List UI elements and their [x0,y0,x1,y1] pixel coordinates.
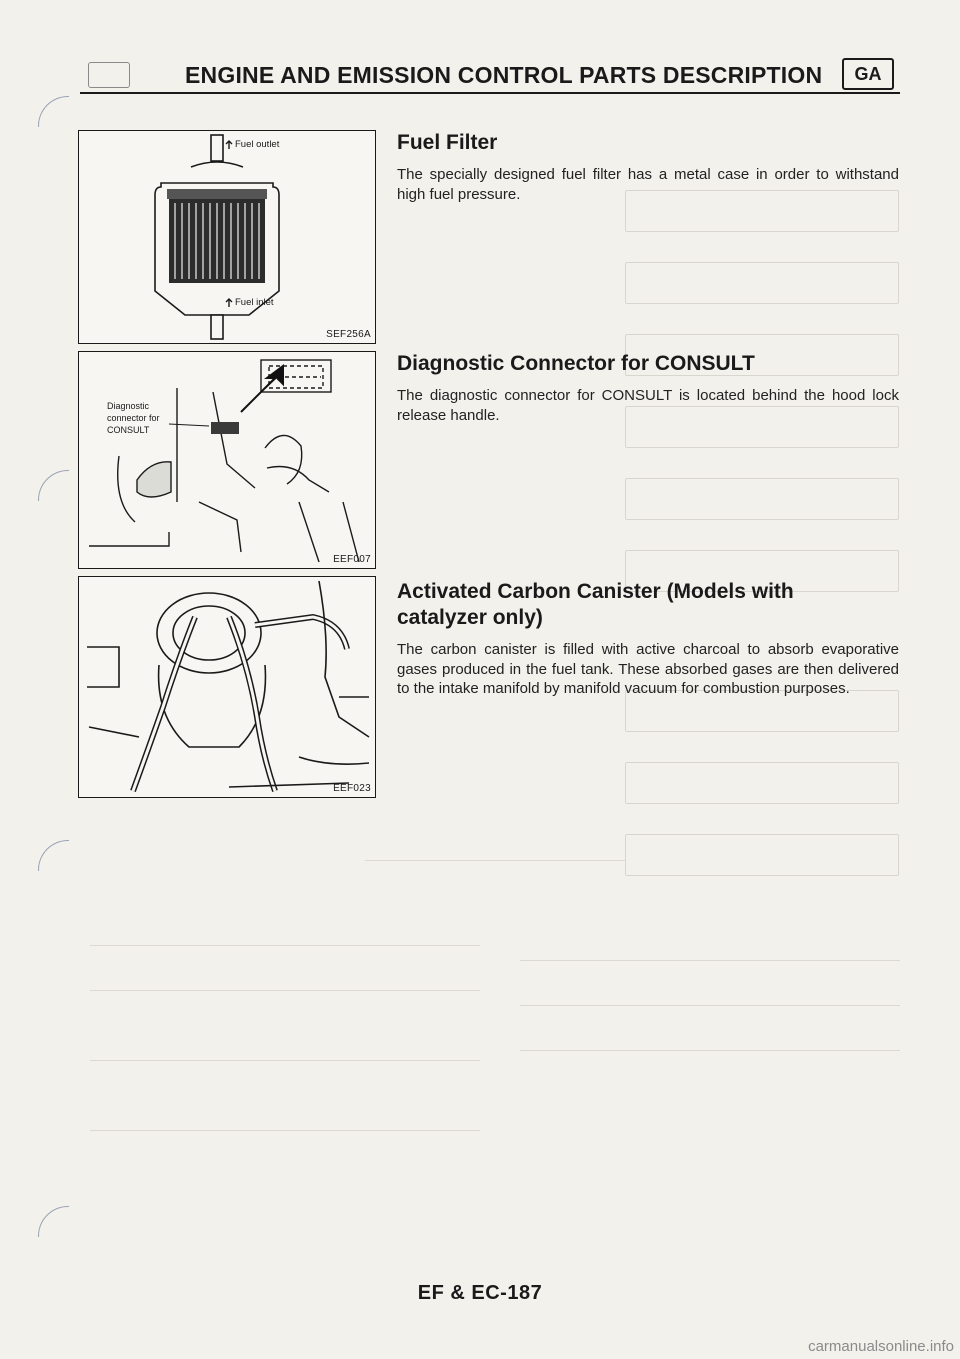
page-title: ENGINE AND EMISSION CONTROL PARTS DESCRIPTION [185,62,823,88]
binder-punch-mark [38,470,69,501]
fuel-inlet-label: Fuel inlet [235,297,274,308]
diagnostic-connector-label [107,400,160,436]
engine-code-badge: GA [842,58,894,90]
section-body: The specially designed fuel filter has a metal case in order to withstand high fuel pressure. [397,166,899,203]
section-heading: Fuel Filter [397,131,498,154]
section-heading: Activated Carbon Canister (Models with catalyzer only) [397,580,794,629]
watermark: carmanualsonline.info [808,1338,954,1355]
fuel-filter-figure [78,130,376,344]
page-number: EF & EC-187 [417,1282,543,1304]
section-heading: Diagnostic Connector for CONSULT [397,352,755,375]
binder-punch-mark [38,96,69,127]
diagnostic-connector-figure [78,351,376,569]
fuel-outlet-label: Fuel outlet [235,139,280,150]
carbon-canister-figure [78,576,376,798]
figure-code: SEF256A [326,329,371,340]
section-body: The carbon canister is filled with active charcoal to absorb evaporative gases produced in the fuel tank. These absorbed gases are then delivered to the intake manifold by manifold vacuum for combustion purposes. [397,641,899,697]
fuel-filter-section [397,130,899,204]
binder-punch-mark [38,840,69,871]
carbon-canister-illustration [79,577,375,797]
connector-label-line: CONSULT [107,425,150,435]
page-header [70,56,900,96]
diagnostic-connector-section [397,351,899,425]
section-body: The diagnostic connector for CONSULT is located behind the hood lock release handle. [397,387,899,424]
diagnostic-connector-illustration [79,352,375,568]
connector-label-line: connector for [107,413,160,423]
fuel-filter-illustration [79,131,375,343]
carbon-canister-section [397,579,899,699]
header-rule [80,92,900,94]
figure-code: EEF023 [333,783,371,794]
figure-code: EEF007 [333,554,371,565]
binder-punch-mark [38,1206,69,1237]
header-section-tag [88,62,130,88]
connector-label-line: Diagnostic [107,401,150,411]
